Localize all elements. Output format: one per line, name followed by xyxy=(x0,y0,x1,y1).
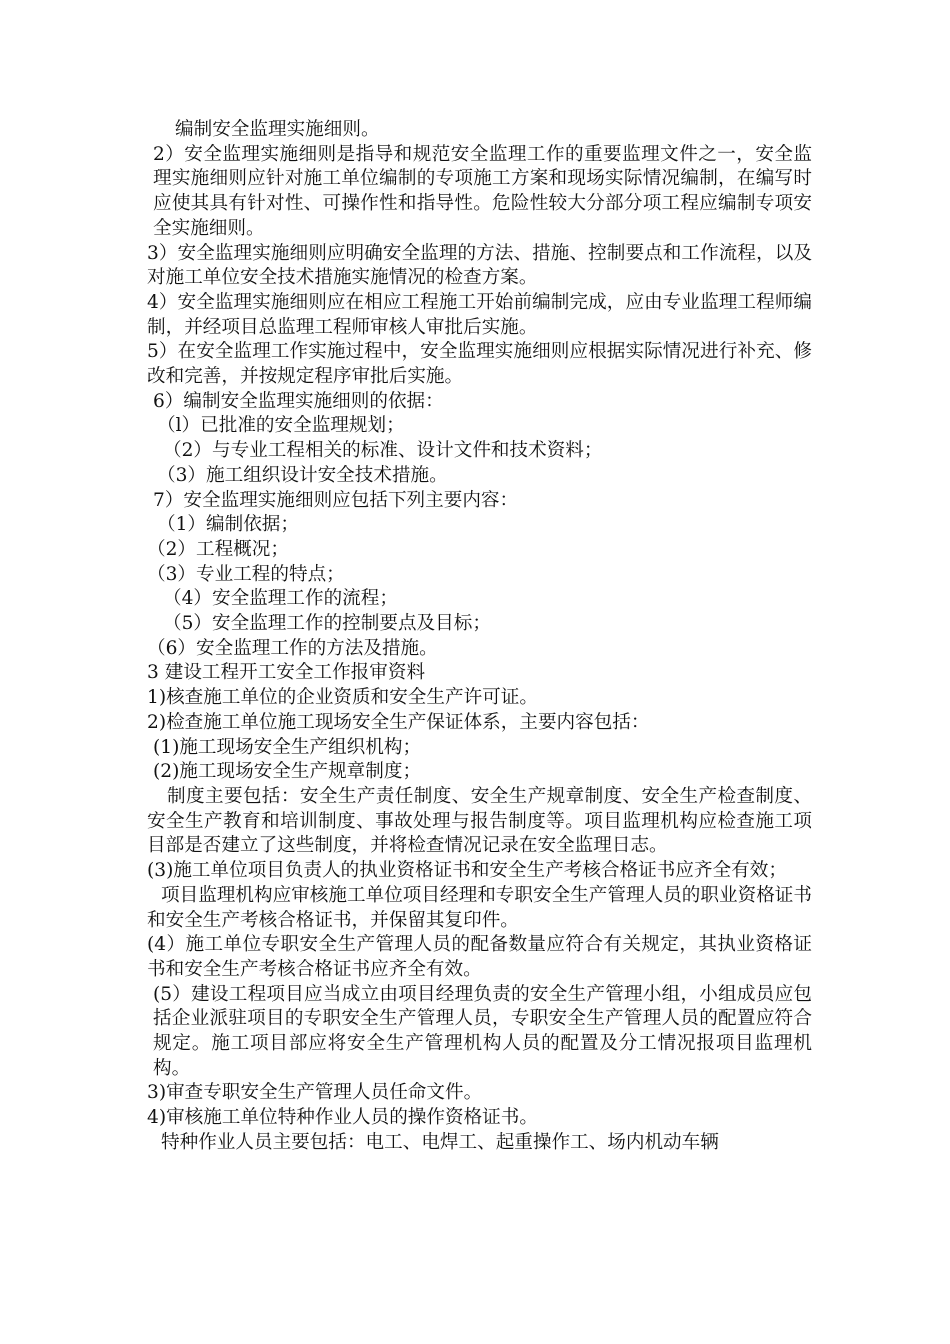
list-item: (2)施工现场安全生产规章制度； xyxy=(153,761,422,783)
paragraph: 编制安全监理实施细则。 xyxy=(175,119,380,140)
paragraph: 2）安全监理实施细则是指导和规范安全监理工作的重要监理文件之一，安全监理实施细则应针对施工单位编制的专项施工方案和现场实际情况编制，在编写时应使其具有针对性、可操作性和指导性。危险性较大分部分项工程应编制专项安全实施细则。 xyxy=(153,143,812,239)
list-item: （5）安全监理工作的控制要点及目标； xyxy=(163,613,491,635)
paragraph: 3)审查专职安全生产管理人员任命文件。 xyxy=(147,1082,483,1104)
paragraph: 3）安全监理实施细则应明确安全监理的方法、措施、控制要点和工作流程，以及对施工单位安全技术措施实施情况的检查方案。 xyxy=(147,242,812,289)
paragraph: 特种作业人员主要包括：电工、电焊工、起重操作工、场内机动车辆 xyxy=(161,1131,719,1153)
paragraph: 项目监理机构应审核施工单位项目经理和专职安全生产管理人员的职业资格证书和安全生产考核合格证书，并保留其复印件。 xyxy=(147,884,812,931)
list-item: （2）与专业工程相关的标准、设计文件和技术资料； xyxy=(163,440,603,462)
section-heading: 3 建设工程开工安全工作报审资料 xyxy=(147,662,426,684)
paragraph: (4）施工单位专职安全生产管理人员的配备数量应符合有关规定，其执业资格证书和安全生产考核合格证书应齐全有效。 xyxy=(147,934,812,980)
paragraph: 6）编制安全监理实施细则的依据： xyxy=(153,390,444,412)
list-item: （4）安全监理工作的流程； xyxy=(163,588,398,610)
paragraph: 7）安全监理实施细则应包括下列主要内容： xyxy=(153,489,519,511)
paragraph: 1)核查施工单位的企业资质和安全生产许可证。 xyxy=(147,687,538,709)
paragraph: 制度主要包括：安全生产责任制度、安全生产规章制度、安全生产检查制度、安全生产教育和培训制度、事故处理与报告制度等。项目监理机构应检查施工项目部是否建立了这些制度，并将检查情况记录在安全监理日志。 xyxy=(147,785,812,857)
list-item: （l）已批准的安全监理规划； xyxy=(157,415,405,437)
paragraph: 4)审核施工单位特种作业人员的操作资格证书。 xyxy=(147,1107,538,1129)
document-body xyxy=(147,118,812,1156)
paragraph: 5）在安全监理工作实施过程中，安全监理实施细则应根据实际情况进行补充、修改和完善，并按规定程序审批后实施。 xyxy=(147,341,812,388)
list-item: (1)施工现场安全生产组织机构； xyxy=(153,736,422,758)
paragraph: (5）建设工程项目应当成立由项目经理负责的安全生产管理小组，小组成员应包括企业派驻项目的专职安全生产管理人员，专职安全生产管理人员的配置应符合规定。施工项目部应将安全生产管理机构人员的配置及分工情况报项目监理机构。 xyxy=(153,983,812,1079)
list-item: （1）编制依据； xyxy=(157,514,299,536)
paragraph: 2)检查施工单位施工现场安全生产保证体系，主要内容包括： xyxy=(147,711,650,733)
paragraph: (3)施工单位项目负责人的执业资格证书和安全生产考核合格证书应齐全有效； xyxy=(147,860,787,882)
list-item: （2）工程概况； xyxy=(147,538,289,560)
list-item: （3）施工组织设计安全技术措施。 xyxy=(157,464,448,486)
list-item: （3）专业工程的特点； xyxy=(147,563,345,585)
list-item: （6）安全监理工作的方法及措施。 xyxy=(147,637,438,659)
paragraph: 4）安全监理实施细则应在相应工程施工开始前编制完成，应由专业监理工程师编制，并经项目总监理工程师审核人审批后实施。 xyxy=(147,291,812,338)
